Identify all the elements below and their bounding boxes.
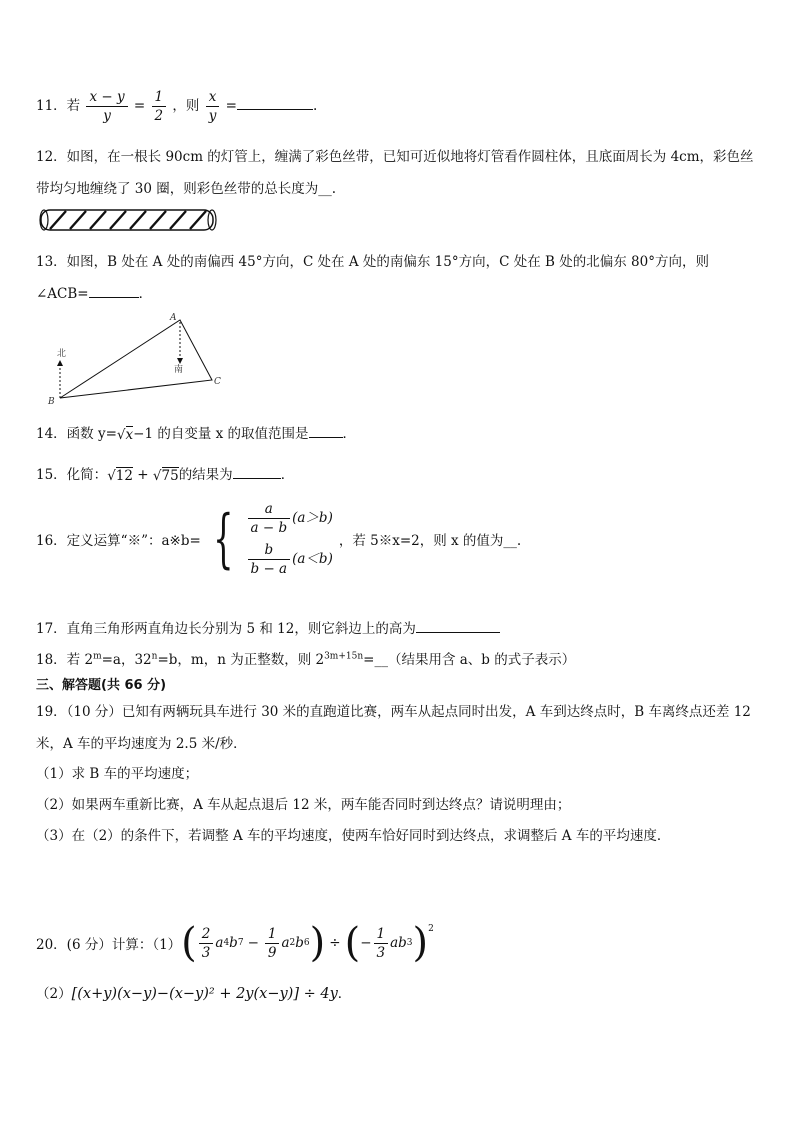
- sqrt-75: √75: [152, 467, 179, 484]
- north-label: 北: [57, 349, 67, 359]
- question-19-part2: （2）如果两车重新比赛，A 车从起点退后 12 米，两车能否同时到达终点？请说明理由；: [36, 797, 571, 813]
- answer-blank: [237, 97, 313, 110]
- question-12-line1: 12．如图，在一根长 90cm 的灯管上，缠满了彩色丝带，已知可近似地将灯管看作圆柱体，且底面周长为 4cm，彩色丝: [36, 149, 754, 165]
- section-heading: 三、解答题(共 66 分): [36, 678, 167, 693]
- question-15: 15．化简：√12 + √75的结果为 ．: [36, 467, 295, 484]
- question-20-part1: 20．(6 分）计算：（1） ( $\frac{2}{3}$ a 4 b 7 − $\frac{1}{9}$ a 2 b 6 ) ÷ ( − $\frac{1}{3}$ ab 3 ) $^2$: [36, 920, 434, 966]
- question-20-part2: （2）[(x+y)(x−y)−(x−y)² + 2y(x−y)] ÷ 4y．: [36, 986, 352, 1002]
- question-13-line2: ∠ACB= ．: [36, 286, 153, 302]
- direction-triangle-figure: [40, 308, 230, 408]
- point-b-label: B: [48, 397, 55, 407]
- question-13-line1: 13．如图，B 处在 A 处的南偏西 45°方向，C 处在 A 处的南偏东 15°方向，C 处在 B 处的北偏东 80°方向，则: [36, 254, 709, 270]
- question-14: 14．函数 y=√x−1 的自变量 x 的取值范围是 ．: [36, 426, 357, 443]
- tube-ribbon-figure: [36, 207, 218, 233]
- q11-fraction-lhs: $\frac{x - y}{y}$: [86, 88, 127, 125]
- piecewise-cases: $\frac{a}{a - b}$ (a＞b) $\frac{b}{b - a}$ (a＜b): [246, 500, 333, 578]
- left-paren: (: [344, 920, 361, 966]
- answer-blank: [309, 425, 343, 438]
- question-11: 11．若 $\frac{x - y}{y}$ = $\frac{1}{2}$ ，则 $\frac{x}{y}$ = .: [36, 89, 318, 124]
- answer-blank: [416, 620, 500, 633]
- answer-blank: [89, 285, 139, 298]
- question-12-line2: 带均匀地缠绕了 30 圈，则彩色丝带的总长度为__.: [36, 181, 337, 197]
- question-19-line2: 米，A 车的平均速度为 2.5 米/秒．: [36, 736, 247, 752]
- point-a-label: A: [170, 313, 177, 323]
- question-19-part3: （3）在（2）的条件下，若调整 A 车的平均速度，使两车恰好同时到达终点，求调整后 A 车的平均速度．: [36, 828, 671, 844]
- sqrt-x: √x: [116, 426, 134, 443]
- point-c-label: C: [214, 377, 221, 387]
- question-18: 18．若 $2^m=a$，$32^n=b$，m，n 为正整数，则 $2^{3m+15n}=\_\_$（结果用含 a、b 的式子表示）: [36, 651, 576, 668]
- piecewise-brace: {: [212, 502, 234, 576]
- right-paren: ): [412, 920, 429, 966]
- question-19-part1: （1）求 B 车的平均速度；: [36, 766, 199, 782]
- question-16: 16．定义运算“※”：a※b= { $\frac{a}{a - b}$ (a＞b) $\frac{b}{b - a}$ (a＜b) ，若 5※x=2，则 x 的值为__.: [36, 501, 522, 577]
- question-19-line1: 19．（10 分）已知有两辆玩具车进行 30 米的直跑道比赛，两车从起点同时出发，A 车到达终点时，B 车离终点还差 12: [36, 704, 751, 720]
- south-label: 南: [174, 365, 184, 375]
- sqrt-12: √12: [107, 467, 133, 484]
- left-paren: (: [181, 920, 197, 966]
- question-17: 17．直角三角形两直角边长分别为 5 和 12，则它斜边上的高为: [36, 617, 500, 637]
- q11-fraction-half: $\frac{1}{2}$: [152, 88, 167, 125]
- q11-prefix: 11．若: [36, 98, 81, 114]
- q11-fraction-xy: $\frac{x}{y}$: [206, 88, 220, 125]
- right-paren: ): [309, 920, 326, 966]
- answer-blank: [233, 466, 281, 479]
